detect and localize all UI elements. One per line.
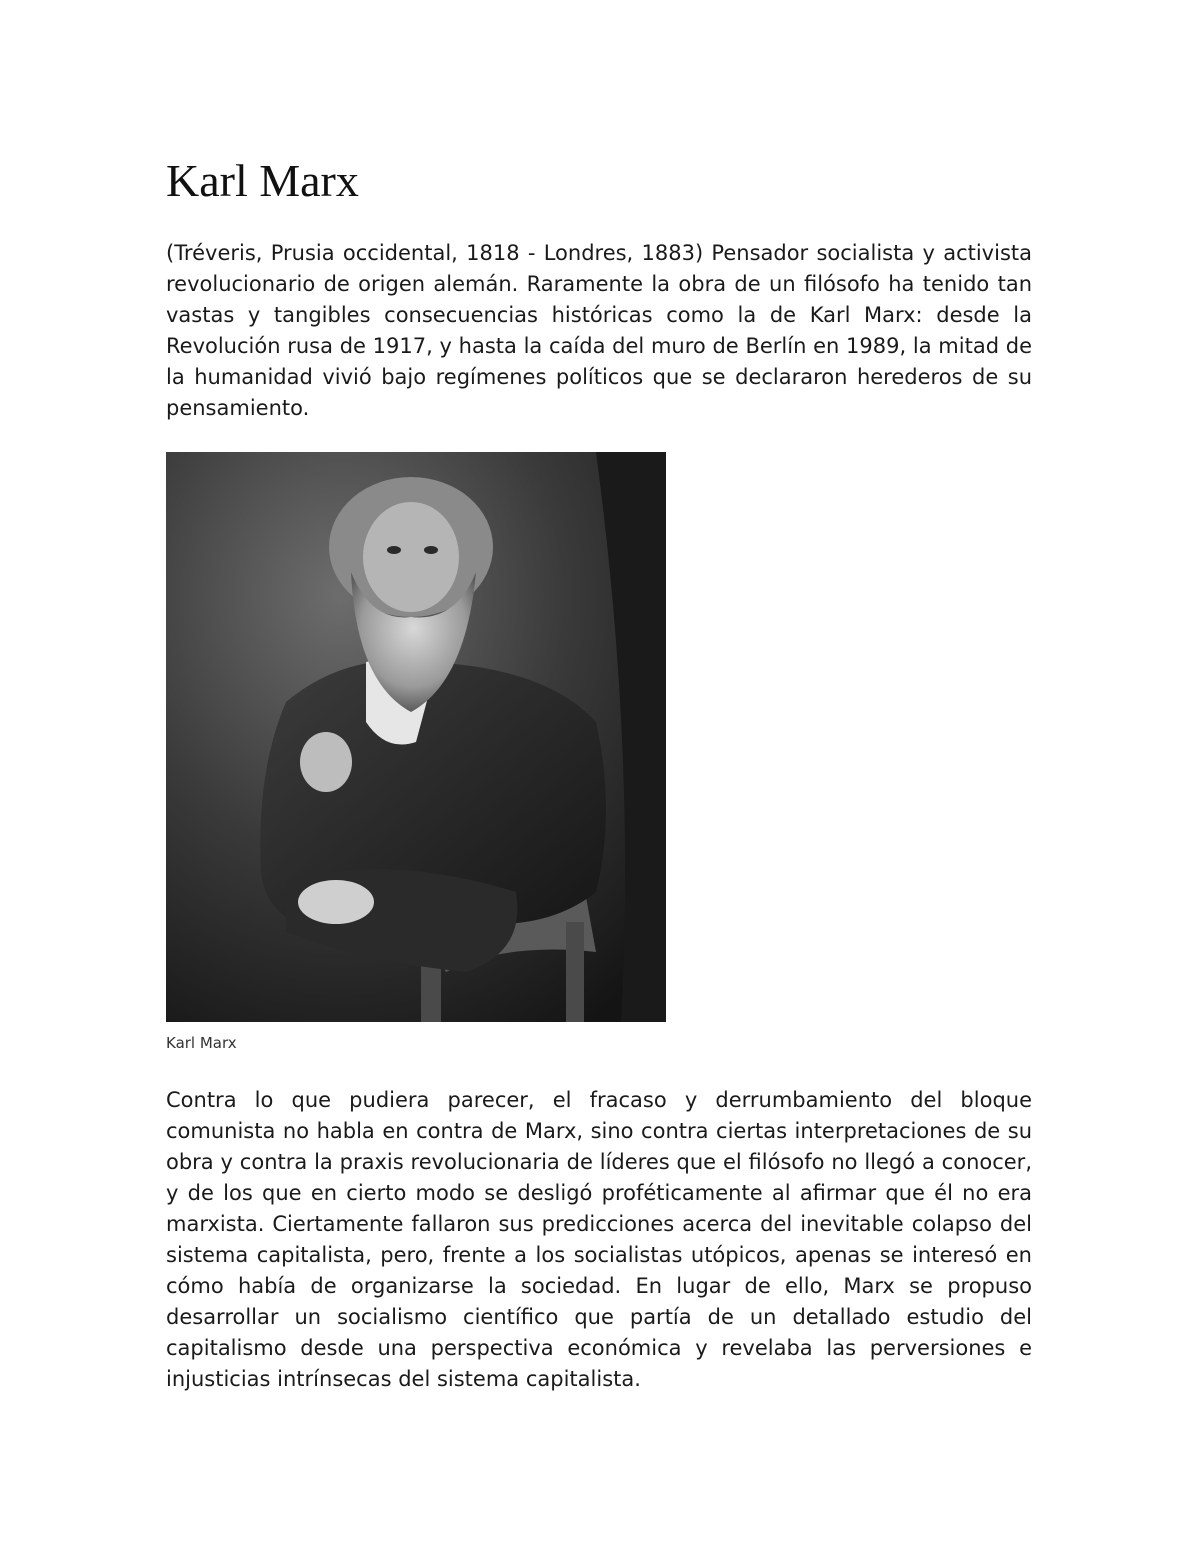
body-paragraph: Contra lo que pudiera parecer, el fracaso y derrumbamiento del bloque comunista no habla en contra de Marx, sino contra ciertas interpretaciones de su obra y contra la praxis revolucionaria de líderes que el filósofo no llegó a conocer, y de los que en cierto modo se desligó proféticamente al afirmar que él no era marxista. Ciertamente fallaron sus predicciones acerca del inevitable colapso del sistema capitalista, pero, frente a los socialistas utópicos, apenas se interesó en cómo había de organizarse la sociedad. En lugar de ello, Marx se propuso desarrollar un socialismo científico que partía de un detallado estudio del capitalismo desde una perspectiva económica y revelaba las perversiones e injusticias intrínsecas del sistema capitalista.	[166, 1088, 1032, 1391]
portrait-caption: Karl Marx	[166, 1034, 237, 1052]
portrait-figure	[166, 452, 666, 1053]
document-page	[166, 150, 1032, 1395]
intro-paragraph: (Tréveris, Prusia occidental, 1818 - Londres, 1883) Pensador socialista y activista revolucionario de origen alemán. Raramente la obra de un filósofo ha tenido tan vastas y tangibles consecuencias históricas como la de Karl Marx: desde la Revolución rusa de 1917, y hasta la caída del muro de Berlín en 1989, la mitad de la humanidad vivió bajo regímenes políticos que se declararon herederos de su pensamiento.	[166, 241, 1032, 420]
page-title: Karl Marx	[166, 155, 359, 206]
portrait-photo	[166, 452, 666, 1022]
